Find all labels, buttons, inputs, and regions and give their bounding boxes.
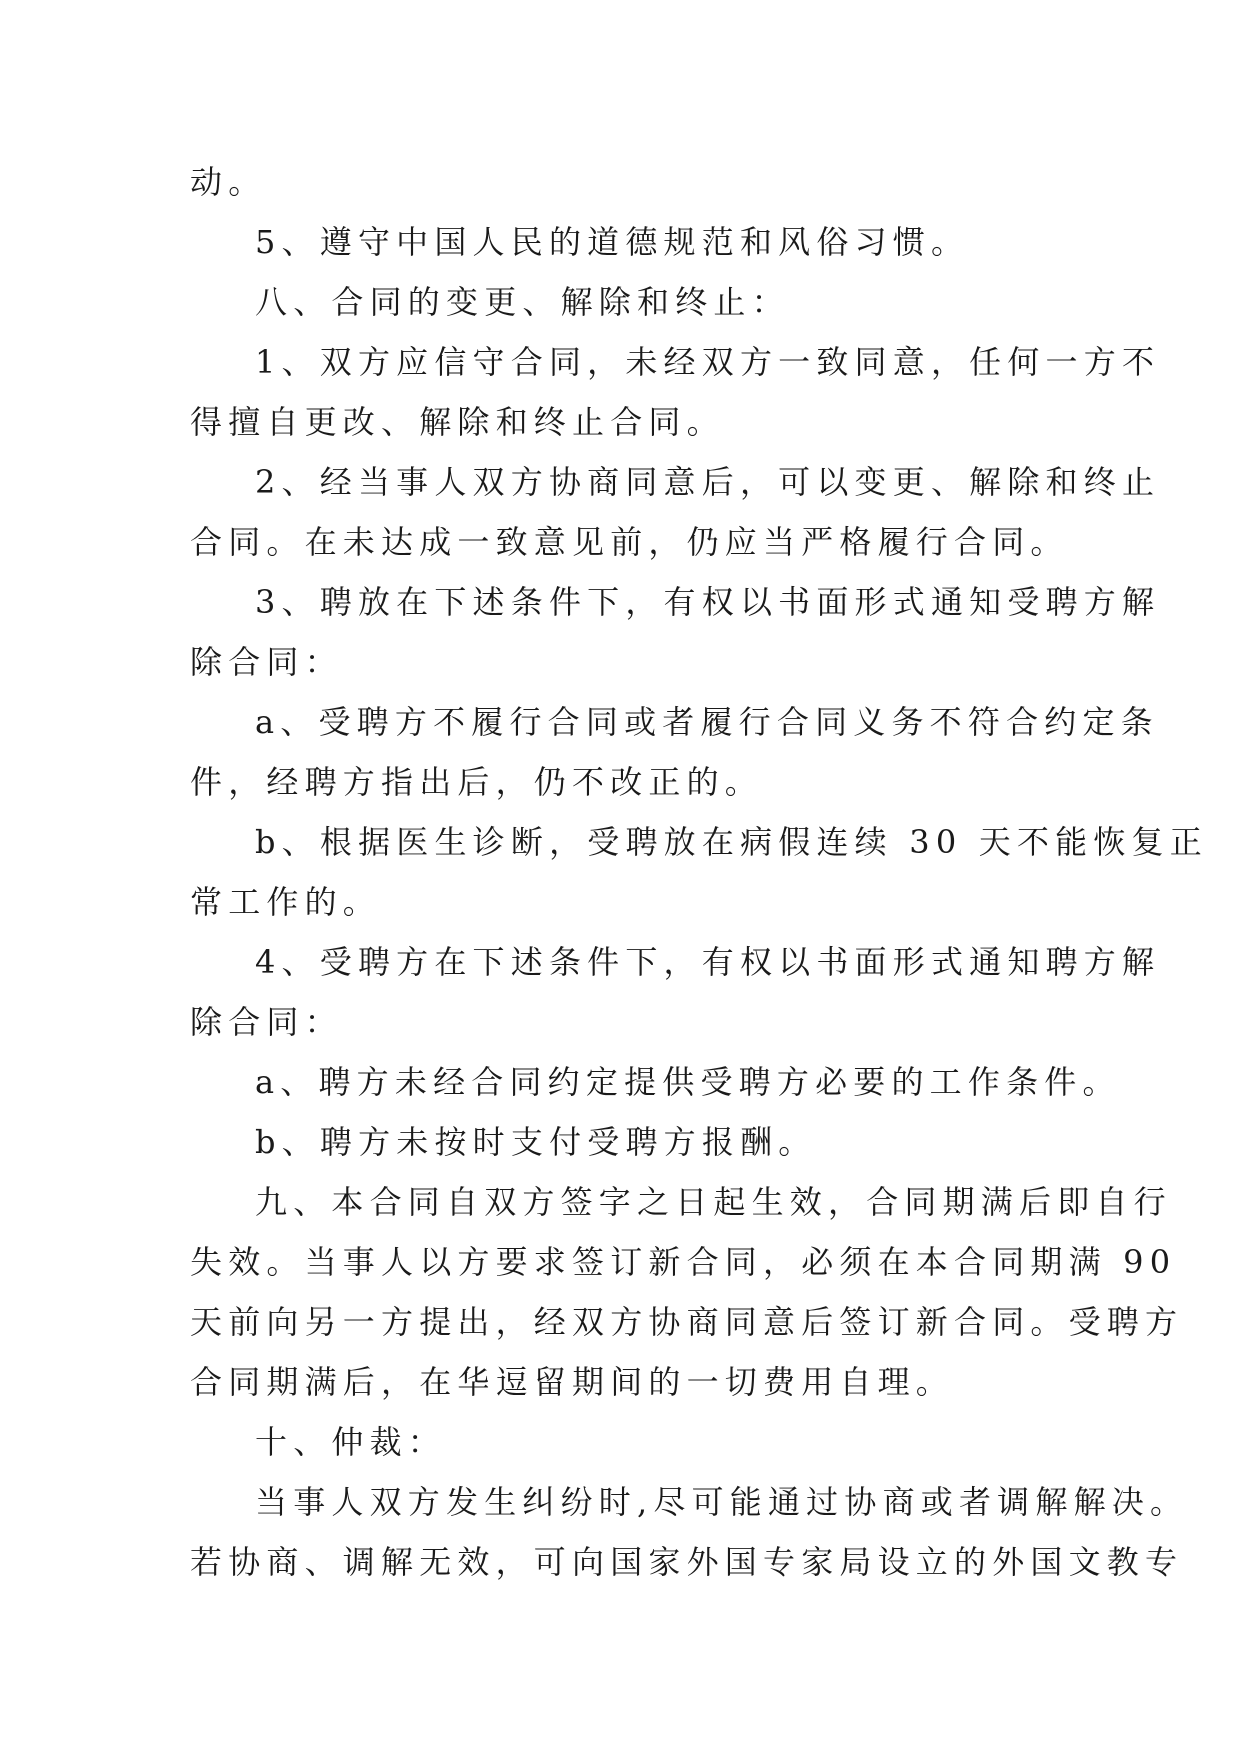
text-line: 除合同：: [190, 643, 343, 681]
text-line: 1、双方应信守合同，未经双方一致同意，任何一方不: [255, 343, 1161, 381]
text-line: 动。: [190, 163, 267, 201]
text-line: 合同。在未达成一致意见前，仍应当严格履行合同。: [190, 523, 1069, 561]
text-line: 3、聘放在下述条件下，有权以书面形式通知受聘方解: [255, 583, 1161, 621]
section-heading: 八、合同的变更、解除和终止：: [255, 283, 790, 321]
text-line: b、聘方未按时支付受聘方报酬。: [255, 1123, 817, 1161]
text-line: b、根据医生诊断，受聘放在病假连续 30 天不能恢复正: [255, 823, 1208, 861]
text-line: 若协商、调解无效，可向国家外国专家局设立的外国文教专: [190, 1543, 1184, 1581]
text-line: a、聘方未经合同约定提供受聘方必要的工作条件。: [255, 1063, 1121, 1101]
text-line: 件，经聘方指出后，仍不改正的。: [190, 763, 764, 801]
section-heading: 十、仲裁：: [255, 1423, 447, 1461]
section-heading: 九、本合同自双方签字之日起生效，合同期满后即自行: [255, 1183, 1172, 1221]
text-line: 5、遵守中国人民的道德规范和风俗习惯。: [255, 223, 970, 261]
text-line: 天前向另一方提出，经双方协商同意后签订新合同。受聘方: [190, 1303, 1184, 1341]
text-line: 得擅自更改、解除和终止合同。: [190, 403, 725, 441]
text-line: 2、经当事人双方协商同意后，可以变更、解除和终止: [255, 463, 1161, 501]
text-line: 常工作的。: [190, 883, 382, 921]
text-line: 合同期满后，在华逗留期间的一切费用自理。: [190, 1363, 955, 1401]
text-line: 失效。当事人以方要求签订新合同，必须在本合同期满 90: [190, 1243, 1177, 1281]
text-line: 当事人双方发生纠纷时,尽可能通过协商或者调解解决。: [255, 1483, 1189, 1521]
text-line: 4、受聘方在下述条件下，有权以书面形式通知聘方解: [255, 943, 1161, 981]
text-line: 除合同：: [190, 1003, 343, 1041]
text-line: a、受聘方不履行合同或者履行合同义务不符合约定条: [255, 703, 1159, 741]
